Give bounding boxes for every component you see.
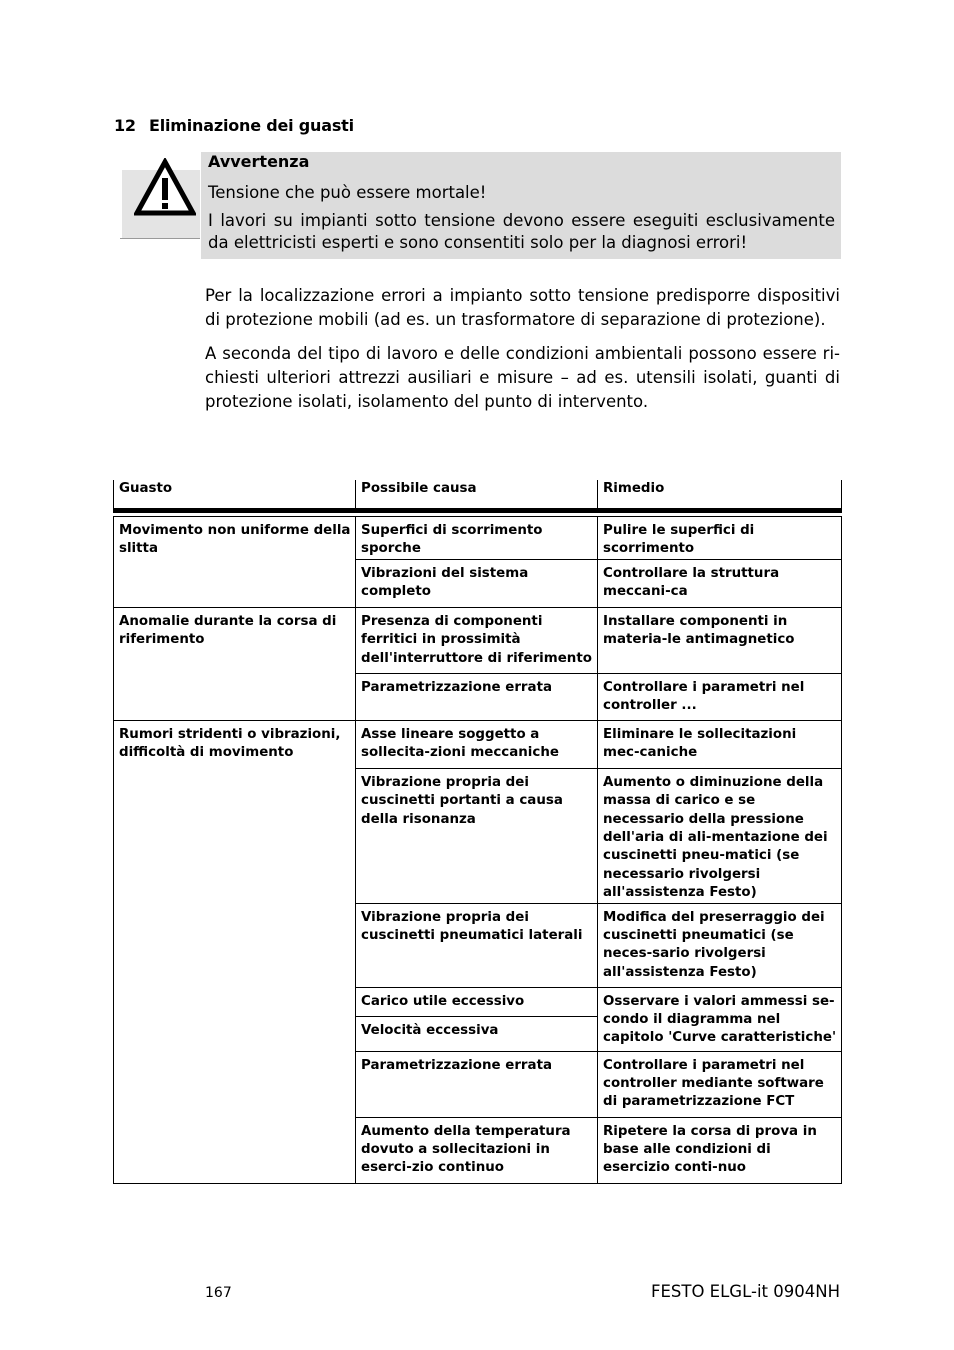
table-row [114, 607, 842, 673]
warning-icon-rule [120, 238, 200, 239]
remedy-cell: Aumento o diminuzione della massa di carico e se necessario della pressione dell'aria di ali-mentazione dei cuscinetti pneu-matici (se necessario rivolgersi all'assistenza Festo) [598, 768, 842, 903]
fault-table [113, 480, 842, 1184]
warning-line-1: Tensione che può essere mortale! [208, 183, 487, 202]
cause-cell: Carico utile eccessivo [356, 987, 598, 1016]
table-row [114, 720, 842, 768]
page-number: 167 [205, 1285, 232, 1301]
warning-box [201, 152, 841, 259]
cause-cell: Aumento della temperatura dovuto a sollecitazioni in eserci-zio continuo [356, 1117, 598, 1183]
remedy-cell: Eliminare le sollecitazioni mec-caniche [598, 720, 842, 768]
cause-cell: Vibrazioni del sistema completo [356, 559, 598, 607]
header-cause: Possibile causa [356, 480, 598, 511]
header-fault: Guasto [114, 480, 356, 511]
cause-cell: Presenza di componenti ferritici in prossimità dell'interruttore di riferimento [356, 607, 598, 673]
remedy-cell: Pulire le superfici di scorrimento [598, 517, 842, 560]
section-title: Eliminazione dei guasti [149, 116, 354, 135]
remedy-cell: Ripetere la corsa di prova in base alle condizioni di esercizio conti-nuo [598, 1117, 842, 1183]
table-row [114, 517, 842, 560]
cause-cell: Vibrazione propria dei cuscinetti portanti a causa della risonanza [356, 768, 598, 903]
warning-icon-box [122, 170, 200, 238]
paragraph-1: Per la localizzazione errori a impianto sotto tensione predisporre dispositivi di protezione mobili (ad es. un trasformatore di separazione di protezione). [205, 286, 840, 329]
cause-cell: Velocità eccessiva [356, 1016, 598, 1051]
fault-cell: Movimento non uniforme della slitta [114, 517, 356, 608]
section-number: 12 [114, 116, 136, 135]
table-header-row [114, 480, 842, 511]
warning-line-2: I lavori su impianti sotto tensione devono essere eseguiti esclusivamente da elettricisti esperti e sono consentiti solo per la diagnosi errori! [208, 211, 835, 252]
warning-title: Avvertenza [208, 152, 310, 171]
paragraph-2: A seconda del tipo di lavoro e delle condizioni ambientali possono essere richiesti ulteriori attrezzi ausiliari e misure – ad es. utensili isolati, guanti di protezione isolati, isolamento del punto di intervento. [205, 344, 840, 411]
section-heading [114, 116, 354, 135]
remedy-cell: Osservare i valori ammessi se-condo il diagramma nel capitolo 'Curve caratteristiche' [598, 987, 842, 1051]
cause-cell: Asse lineare soggetto a sollecita-zioni meccaniche [356, 720, 598, 768]
remedy-cell: Modifica del preserraggio dei cuscinetti pneumatici (se neces-sario rivolgersi all'assistenza Festo) [598, 903, 842, 987]
cause-cell: Vibrazione propria dei cuscinetti pneumatici laterali [356, 903, 598, 987]
remedy-cell: Controllare i parametri nel controller ... [598, 673, 842, 720]
remedy-cell: Controllare la struttura meccani-ca [598, 559, 842, 607]
warning-triangle-icon [134, 158, 196, 216]
cause-cell: Parametrizzazione errata [356, 1051, 598, 1117]
remedy-cell: Installare componenti in materia-le antimagnetico [598, 607, 842, 673]
cause-cell: Parametrizzazione errata [356, 673, 598, 720]
remedy-cell: Controllare i parametri nel controller mediante software di parametrizzazione FCT [598, 1051, 842, 1117]
document-id: FESTO ELGL-it 0904NH [650, 1282, 840, 1301]
cause-cell: Superfici di scorrimento sporche [356, 517, 598, 560]
fault-cell: Anomalie durante la corsa di riferimento [114, 607, 356, 720]
fault-cell: Rumori stridenti o vibrazioni, difficoltà di movimento [114, 720, 356, 1183]
header-remedy: Rimedio [598, 480, 842, 511]
